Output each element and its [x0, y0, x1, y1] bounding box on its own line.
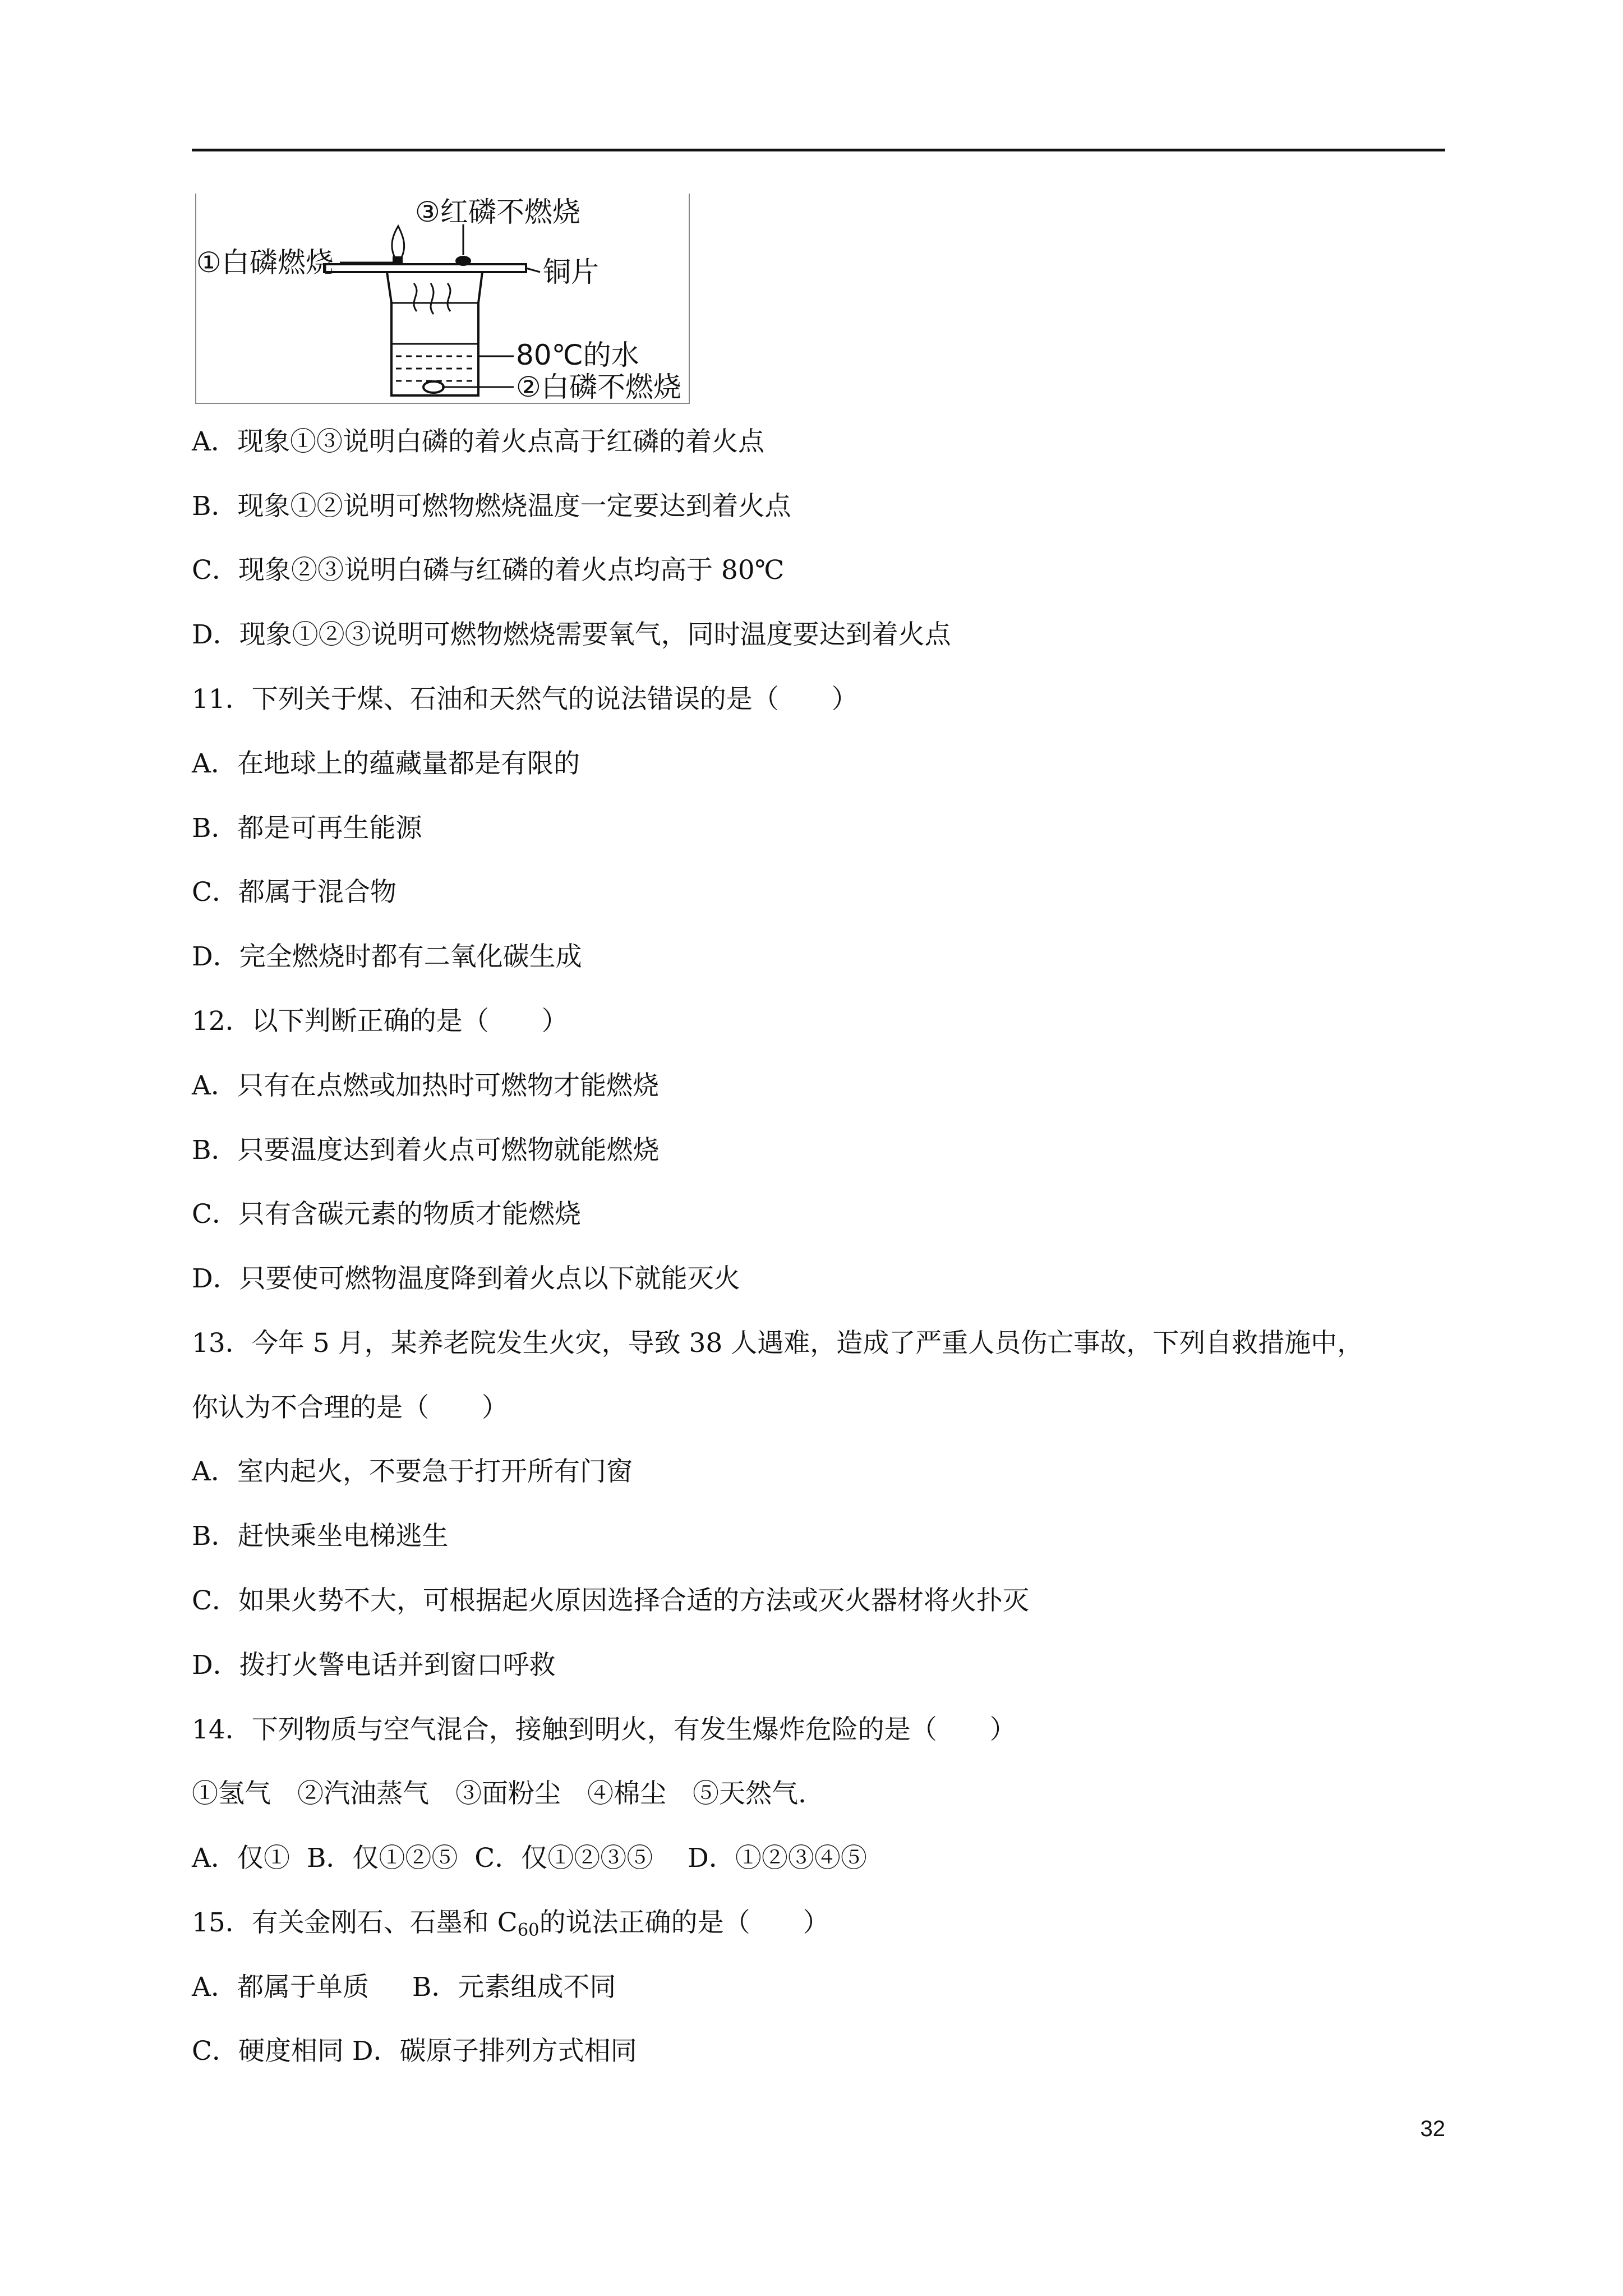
q14-options: A．仅① B．仅①②⑤ C．仅①②③⑤ D．①②③④⑤	[192, 1843, 867, 1874]
label-white-phosphorus-not-burning: ②白磷不燃烧	[516, 371, 681, 403]
q14-substances: ①氢气 ②汽油蒸气 ③面粉尘 ④棉尘 ⑤天然气.	[192, 1778, 806, 1809]
q15-stem	[192, 1906, 829, 1940]
label-hot-water: 80℃的水	[516, 339, 639, 371]
q11-option-c: C．都属于混合物	[192, 877, 396, 908]
q12-option-c: C．只有含碳元素的物质才能燃烧	[192, 1199, 581, 1230]
q15-c60-subscript: 60	[517, 1920, 540, 1940]
q13-stem-line1: 13．今年 5 月，某养老院发生火灾，导致 38 人遇难，造成了严重人员伤亡事故，下列自救措施中，	[192, 1328, 1364, 1359]
label-copper-sheet: 铜片	[543, 256, 599, 288]
q15-stem-prefix: 15．有关金刚石、石墨和 C	[192, 1907, 518, 1938]
q10-option-a: A．现象①③说明白磷的着火点高于红磷的着火点	[192, 426, 764, 457]
q13-option-c: C．如果火势不大，可根据起火原因选择合适的方法或灭火器材将火扑灭	[192, 1585, 1029, 1616]
q14-stem: 14．下列物质与空气混合，接触到明火，有发生爆炸危险的是（ ）	[192, 1714, 1016, 1745]
page-number: 32	[1420, 2116, 1445, 2141]
q10-option-c: C．现象②③说明白磷与红磷的着火点均高于 80℃	[192, 555, 785, 586]
q13-option-d: D．拨打火警电话并到窗口呼救	[192, 1650, 556, 1681]
copper-sheet	[324, 264, 526, 272]
q11-option-d: D．完全燃烧时都有二氧化碳生成	[192, 941, 582, 972]
flame-icon	[392, 226, 404, 260]
q11-stem: 11．下列关于煤、石油和天然气的说法错误的是（ ）	[192, 684, 858, 715]
q13-stem-line2: 你认为不合理的是（ ）	[192, 1392, 508, 1423]
label-white-phosphorus-burning: ①白磷燃烧	[196, 246, 334, 279]
experiment-figure	[195, 194, 690, 404]
q11-option-a: A．在地球上的蕴藏量都是有限的	[192, 748, 580, 779]
q10-option-d: D．现象①②③说明可燃物燃烧需要氧气，同时温度要达到着火点	[192, 619, 951, 650]
white-phosphorus-underwater	[423, 381, 444, 393]
q12-stem: 12．以下判断正确的是（ ）	[192, 1006, 568, 1037]
q15-options-ab: A．都属于单质 B．元素组成不同	[192, 1972, 616, 2003]
q12-option-a: A．只有在点燃或加热时可燃物才能燃烧	[192, 1070, 659, 1101]
combustion-apparatus-diagram	[195, 194, 690, 404]
red-phosphorus	[455, 256, 471, 266]
white-phosphorus-burning	[393, 256, 403, 264]
q15-stem-suffix: 的说法正确的是（ ）	[539, 1907, 829, 1938]
header-rule	[192, 149, 1445, 151]
label-red-phosphorus: ③红磷不燃烧	[415, 196, 580, 228]
beaker	[387, 272, 482, 395]
q11-option-b: B．都是可再生能源	[192, 813, 422, 844]
q12-option-d: D．只要使可燃物温度降到着火点以下就能灭火	[192, 1263, 740, 1294]
q15-options-cd: C．硬度相同 D．碳原子排列方式相同	[192, 2036, 637, 2067]
q13-option-b: B．赶快乘坐电梯逃生	[192, 1521, 449, 1552]
q12-option-b: B．只要温度达到着火点可燃物就能燃烧	[192, 1135, 660, 1166]
q13-option-a: A．室内起火，不要急于打开所有门窗	[192, 1456, 633, 1487]
q10-option-b: B．现象①②说明可燃物燃烧温度一定要达到着火点	[192, 491, 791, 522]
